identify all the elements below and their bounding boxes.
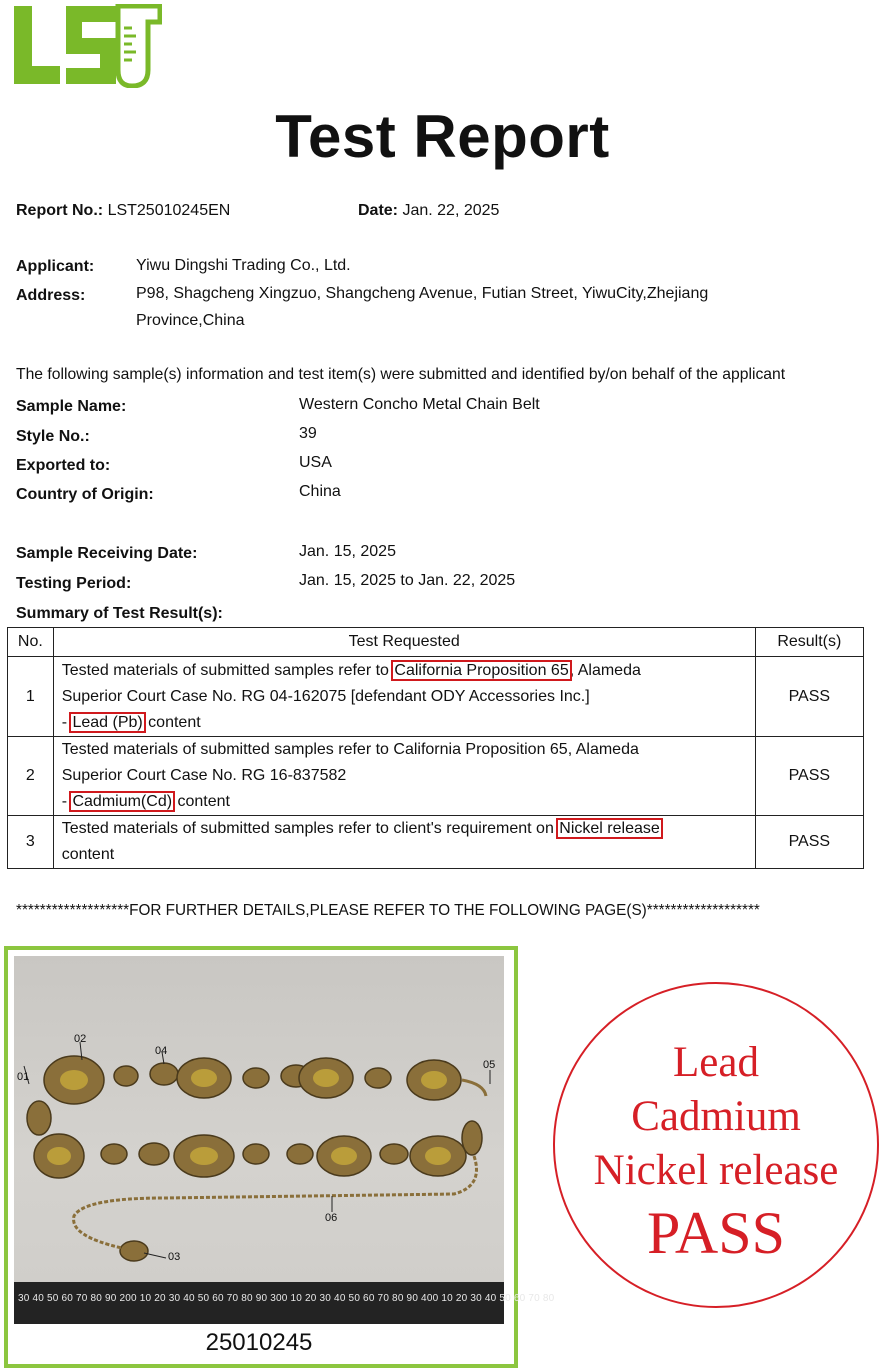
table-header-row bbox=[8, 628, 864, 657]
header-no: No. bbox=[8, 628, 54, 657]
stamp-line-cadmium: Cadmium bbox=[631, 1093, 801, 1140]
row-line bbox=[62, 816, 755, 842]
row-number: 3 bbox=[8, 816, 54, 869]
receiving-date-label: Sample Receiving Date: bbox=[16, 545, 198, 562]
row-test-requested bbox=[53, 737, 755, 816]
report-date-row bbox=[358, 202, 499, 220]
address-line-1: P98, Shagcheng Xingzuo, Shangcheng Avenue, Futian Street, YiwuCity,Zhejiang bbox=[136, 285, 709, 302]
part-label: 04 bbox=[155, 1045, 168, 1057]
lst-logo bbox=[12, 4, 162, 88]
row-line: content bbox=[61, 846, 115, 863]
row-line: Superior Court Case No. RG 16-837582 bbox=[61, 767, 347, 784]
table-row bbox=[8, 816, 864, 869]
stamp-result: PASS bbox=[647, 1200, 785, 1266]
part-label: 01 bbox=[17, 1071, 30, 1083]
row-line bbox=[62, 710, 755, 736]
page-title: Test Report bbox=[275, 103, 610, 170]
address-label: Address: bbox=[16, 287, 86, 304]
report-number-value: LST25010245EN bbox=[107, 202, 231, 219]
table-row bbox=[8, 657, 864, 737]
pass-stamp bbox=[553, 982, 879, 1308]
part-label: 05 bbox=[483, 1059, 496, 1071]
row-text: Tested materials of submitted samples refer to client's requirement on bbox=[61, 820, 559, 837]
applicant-value: Yiwu Dingshi Trading Co., Ltd. bbox=[136, 257, 351, 274]
testing-period-label: Testing Period: bbox=[16, 575, 132, 592]
ruler-scale: 30 40 50 60 70 80 90 200 10 20 30 40 50 60 70 80 90 300 10 20 30 40 50 60 70 80 90 400 10 20 30 40 50 60 70 80 bbox=[18, 1293, 555, 1304]
intro-statement: The following sample(s) information and test item(s) were submitted and identified by/on behalf of the applicant bbox=[16, 366, 786, 383]
row-test-requested bbox=[53, 816, 755, 869]
row-text: content bbox=[173, 793, 230, 810]
report-number-row bbox=[16, 202, 230, 220]
exported-to-value: USA bbox=[299, 454, 332, 471]
address-line-2: Province,China bbox=[136, 312, 245, 329]
sample-name-label: Sample Name: bbox=[16, 398, 127, 415]
style-no-label: Style No.: bbox=[16, 428, 90, 445]
row-text: Tested materials of submitted samples refer to bbox=[61, 661, 394, 679]
highlight-cadmium: Cadmium(Cd) bbox=[72, 793, 173, 810]
stamp-line-nickel: Nickel release bbox=[593, 1147, 839, 1194]
row-number: 1 bbox=[8, 657, 54, 737]
highlight-nickel: Nickel release bbox=[559, 820, 660, 837]
header-results: Result(s) bbox=[755, 628, 863, 657]
header-test-requested: Test Requested bbox=[53, 628, 755, 657]
stamp-line-lead: Lead bbox=[673, 1039, 759, 1086]
row-result: PASS bbox=[755, 657, 863, 737]
row-result: PASS bbox=[755, 816, 863, 869]
part-label: 03 bbox=[168, 1251, 181, 1263]
part-label: 06 bbox=[325, 1212, 338, 1224]
country-of-origin-label: Country of Origin: bbox=[16, 486, 154, 503]
row-text: content bbox=[143, 713, 201, 731]
belt-illustration bbox=[14, 956, 504, 1282]
receiving-date-value: Jan. 15, 2025 bbox=[299, 543, 396, 560]
row-line: Tested materials of submitted samples refer to California Proposition 65, Alameda bbox=[61, 741, 639, 758]
applicant-label: Applicant: bbox=[16, 258, 95, 275]
testing-period-value: Jan. 15, 2025 to Jan. 22, 2025 bbox=[299, 572, 516, 589]
row-text: - bbox=[61, 793, 72, 810]
report-date-value: Jan. 22, 2025 bbox=[402, 202, 500, 219]
country-of-origin-value: China bbox=[299, 483, 341, 500]
row-line bbox=[62, 658, 755, 684]
row-number: 2 bbox=[8, 737, 54, 816]
photo-caption: 25010245 bbox=[205, 1329, 313, 1356]
row-line: Superior Court Case No. RG 04-162075 [defendant ODY Accessories Inc.] bbox=[61, 687, 590, 705]
part-label: 02 bbox=[74, 1033, 87, 1045]
summary-label: Summary of Test Result(s): bbox=[16, 605, 223, 622]
highlight-prop65: California Proposition 65 bbox=[394, 661, 569, 679]
row-result: PASS bbox=[755, 737, 863, 816]
report-date-label: Date: bbox=[358, 202, 399, 219]
sample-name-value: Western Concho Metal Chain Belt bbox=[299, 396, 540, 413]
row-test-requested bbox=[53, 657, 755, 737]
exported-to-label: Exported to: bbox=[16, 457, 111, 474]
table-row bbox=[8, 737, 864, 816]
row-text: - bbox=[61, 713, 72, 731]
style-no-value: 39 bbox=[299, 425, 317, 442]
highlight-lead: Lead (Pb) bbox=[72, 713, 143, 731]
row-text: , Alameda bbox=[569, 661, 641, 679]
row-line bbox=[62, 789, 755, 815]
results-table bbox=[7, 627, 864, 869]
further-details-note: *******************FOR FURTHER DETAILS,PLEASE REFER TO THE FOLLOWING PAGE(S)******************* bbox=[16, 902, 760, 919]
report-number-label: Report No.: bbox=[16, 202, 104, 219]
